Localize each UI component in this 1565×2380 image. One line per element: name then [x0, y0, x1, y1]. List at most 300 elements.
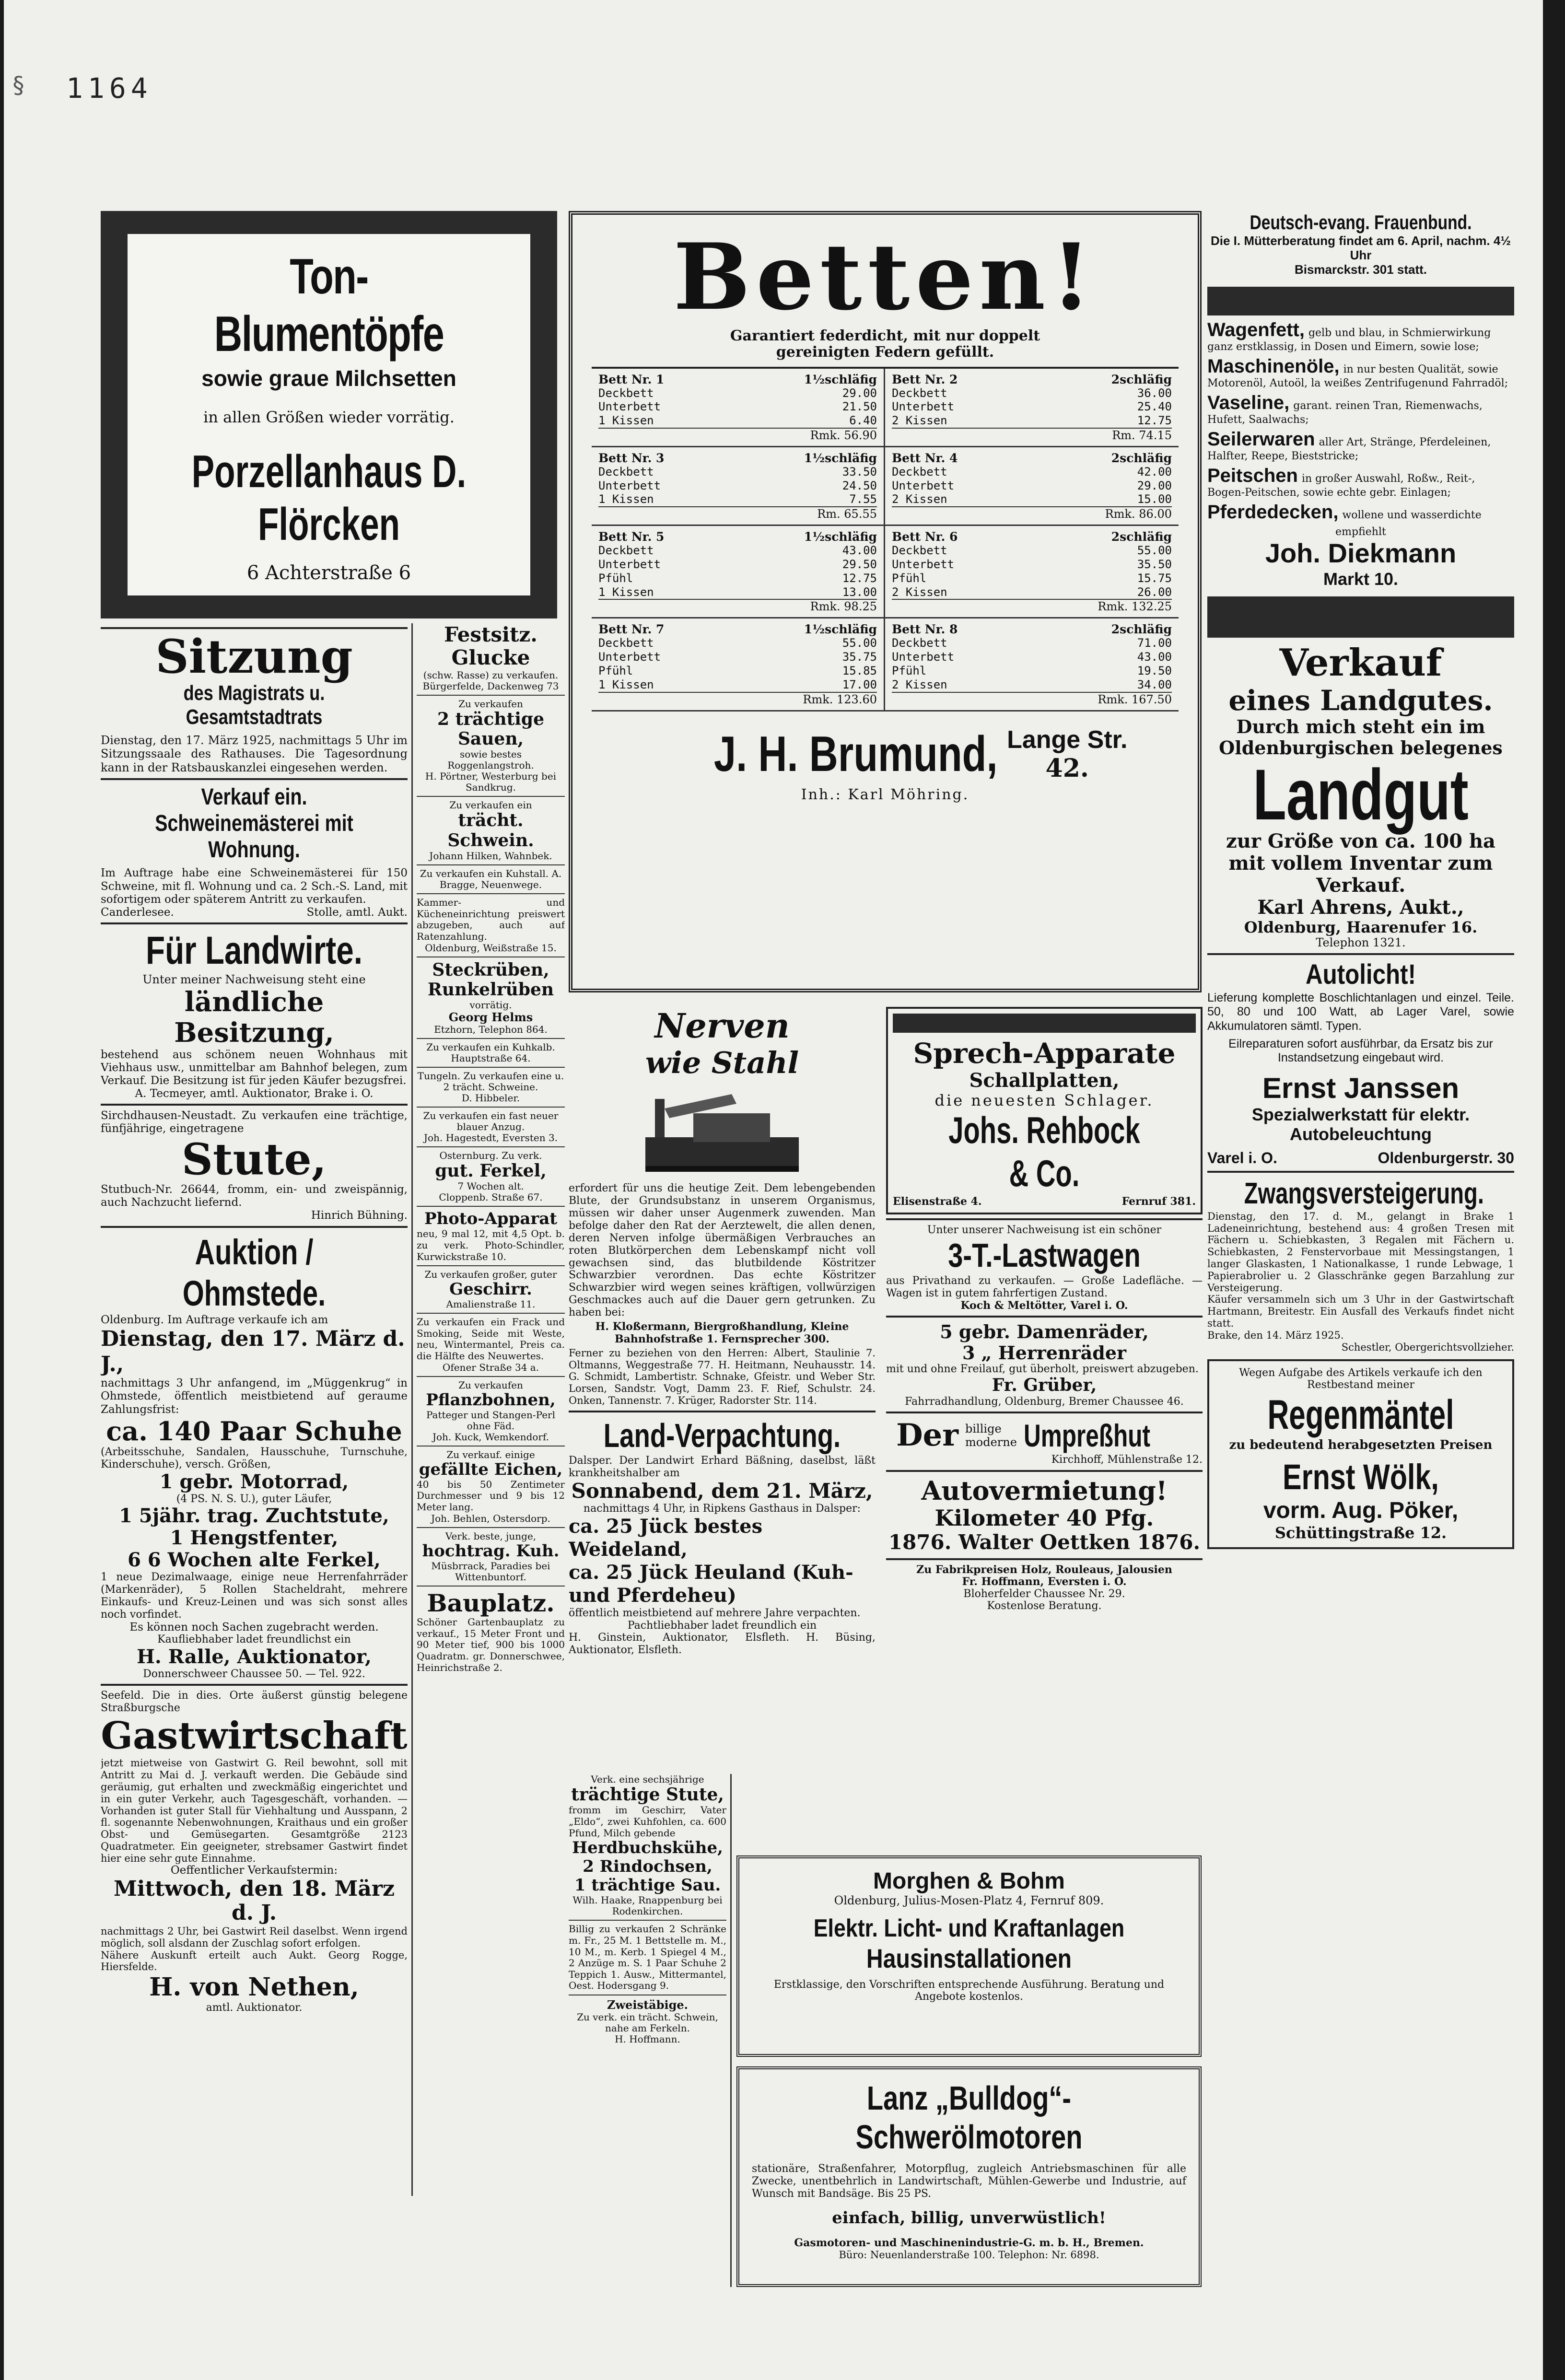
ad-morghen-bohm	[736, 1855, 1202, 2057]
bett-item: 2 Kissen	[892, 585, 947, 599]
woelk-firm2: vorm. Aug. Pöker,	[1263, 1498, 1459, 1524]
bett-price: 35.75	[842, 650, 877, 664]
bett-name: Bett Nr. 3	[598, 451, 665, 465]
autolicht-text2: Eilreparaturen sofort ausführbar, da Ersatz bis zur Instandsetzung eingebaut wird.	[1228, 1037, 1493, 1065]
bett-row	[598, 636, 877, 650]
bohnen-text: Patteger und Stangen-Perl ohne Fäd.	[426, 1409, 556, 1432]
bauplatz-title: Bauplatz.	[427, 1588, 555, 1617]
bett-price: 24.50	[842, 478, 877, 492]
bett-price: 12.75	[1137, 414, 1172, 428]
bett-row	[598, 386, 877, 400]
gastwirtschaft-text2: nachmittags 2 Uhr, bei Gastwirt Reil daselbst. Wenn irgend möglich, soll alsdann der Zuschlag sofort erfolgen.	[101, 1925, 408, 1949]
tungeln-text: Tungeln. Zu verkaufen eine u. 2 trächt. Schweine.	[417, 1070, 564, 1093]
zweiteilige-title: Zweistäbige.	[607, 1998, 689, 2012]
stute-title: Stute,	[181, 1133, 327, 1185]
ad-firm: Porzellanhaus D. Flörcken	[191, 445, 467, 550]
bett-item: Pfühl	[598, 571, 633, 585]
schweinemaesterei-text: Im Auftrage habe eine Schweinemästerei für 150 Schweine, mit fl. Wohnung und ca. 2 Sch.-S. Land, mit sofortigem oder späterem Antritt zu verkaufen.	[101, 867, 408, 906]
sign-left: Canderlesee.	[101, 906, 174, 919]
auktion-text1: nachmittags 3 Uhr anfangend, im „Müggenkrug“ in Ohmstede, öffentlich meistbietend auf geraume Zahlungsfrist:	[101, 1377, 408, 1416]
landverpachtung-item2: ca. 25 Jück Heuland (Kuh- und Pferdeheu)	[569, 1561, 853, 1607]
fabrik-sign2: Bloherfelder Chaussee Nr. 29.	[963, 1588, 1125, 1600]
bett-item: 2 Kissen	[892, 414, 947, 428]
frauenbund-title: Deutsch-evang. Frauenbund.	[1250, 211, 1472, 233]
column-center-left	[569, 1007, 876, 1884]
auktion-item4: 6 6 Wochen alte Ferkel,	[128, 1549, 381, 1572]
bett-type: 1½schläfig	[804, 451, 877, 465]
bett-row	[598, 465, 877, 479]
landgut-sub: eines Landgutes.	[1228, 684, 1493, 717]
bett-row	[892, 492, 1172, 506]
sitzung-title: Sitzung	[155, 630, 353, 684]
bett-head	[598, 451, 877, 465]
bett-row	[892, 386, 1172, 400]
autolicht-title: Autolicht!	[1305, 959, 1416, 991]
gastwirtschaft-text: jetzt mietweise von Gastwirt G. Reil bewohnt, soll mit Antritt zu Mai d. J. verkauft werden. Die Gebäude sind geräumig, gut erhalten und zweckmäßig eingerichtet und in ein guter Verkehr, auch Tagesgeschäft, vorhanden. — Vorhanden ist guter Stall für Viehhaltung und Ausspann, 2 fl. sogenannte Nebenwohnungen, Kraithaus und ein großer Obst- und Gemüsegarten. Gesamtgröße 2123 Quadratmeter. Ein geeigneter, strebsamer Gastwirt findet hier eine sehr gute Einnahme.	[101, 1757, 408, 1864]
stute-text: Stutbuch-Nr. 26644, fromm, ein- und zweispännig, auch Nachzucht liefernd.	[101, 1183, 408, 1209]
bett-set	[592, 369, 885, 447]
betten-firm: J. H. Brumund,	[713, 726, 998, 782]
photo-text: neu, 9 mal 12, mit 4,5 Opt. b. zu verk. Photo-Schindler, Kurwickstraße 10.	[417, 1228, 565, 1262]
landverpachtung-text3: öffentlich meistbietend auf mehrere Jahre verpachten.	[569, 1607, 861, 1619]
bett-head	[598, 373, 877, 386]
woelk-firm: Ernst Wölk,	[1283, 1457, 1439, 1497]
diekmann-item-desc: in großer Auswahl, Roßw., Reit-, Bogen-Peitschen, sowie echte gebr. Einlagen;	[1207, 472, 1475, 499]
kuhstall-text: Zu verkaufen ein Kuhstall. A. Bragge, Neuenwege.	[420, 868, 562, 891]
divider	[417, 1206, 565, 1207]
lanz-firm: Gasmotoren- und Maschinenindustrie-G. m. b. H., Bremen.	[794, 2236, 1144, 2249]
diekmann-item-name: Maschinenöle,	[1207, 355, 1340, 377]
bett-set	[592, 618, 885, 711]
frack-sign: Ofener Straße 34 a.	[442, 1361, 539, 1373]
gastwirtschaft-date: Mittwoch, den 18. März d. J.	[113, 1876, 395, 1925]
lanz-firm2: Büro: Neuenlanderstraße 100. Telephon: Nr. 6898.	[839, 2249, 1099, 2261]
stute2-title3: 2 Rindochsen,	[583, 1857, 712, 1877]
lastwagen-text: aus Privathand zu verkaufen. — Große Ladefläche. — Wagen ist in gutem fahrfertigen Zustand.	[886, 1274, 1203, 1299]
landgut-title: Verkauf	[1279, 641, 1442, 685]
lanz-title: Lanz „Bulldog“-Schwerölmotoren	[855, 2079, 1083, 2156]
corner-mark: §	[12, 72, 25, 99]
diekmann-item-desc: garant. reinen Tran, Riemenwachs, Hufett, Saalwachs;	[1207, 399, 1483, 426]
divider	[417, 1527, 565, 1528]
fabrik-text2: Kostenlose Beratung.	[987, 1600, 1102, 1612]
column-smalls	[411, 623, 565, 2196]
stute-sign: Hinrich Bühning.	[311, 1209, 408, 1222]
divider	[101, 1104, 408, 1106]
bett-price: 42.00	[1137, 465, 1172, 478]
diekmann-item	[1207, 319, 1514, 353]
stute2-sign: Wilh. Haake, Rnappenburg bei Rodenkirchen.	[572, 1894, 723, 1917]
bett-price: 17.00	[842, 677, 877, 691]
morghen-title: Morghen & Bohm	[873, 1868, 1065, 1894]
bett-item: Pfühl	[892, 664, 927, 678]
anzug-text: Zu verkaufen ein fast neuer blauer Anzug.	[423, 1109, 559, 1132]
betten-sub1: Garantiert federdicht, mit nur doppelt	[730, 327, 1040, 344]
bett-item: Deckbett	[598, 636, 654, 650]
bett-item: Unterbett	[892, 650, 955, 664]
bohnen-sign: Joh. Kuck, Wemkendorf.	[432, 1431, 549, 1443]
bett-price: 29.00	[842, 386, 877, 400]
tungeln-sign: D. Hibbeler.	[461, 1092, 520, 1104]
bett-name: Bett Nr. 7	[598, 622, 665, 637]
sprech-bar	[893, 1014, 1196, 1033]
bett-row	[892, 544, 1172, 558]
bett-item: Unterbett	[598, 650, 661, 664]
billig-text: Billig zu verkaufen 2 Schränke m. Fr., 25 M. 1 Bettstelle m. M., 10 M., m. Kerb. 1 Spiegel 4 M., 2 Anzüge m. S. 1 Paar Schuhe 2 Teppich 1. Ausw., Mittermantel, Oest. Hodersgang 9.	[569, 1923, 726, 1992]
bett-type: 2schläfig	[1111, 622, 1172, 637]
nerven-head	[569, 1007, 876, 1182]
bett-head	[892, 451, 1172, 465]
bett-set	[592, 447, 885, 526]
ad-betten	[569, 211, 1202, 992]
lastwagen-title: 3-T.-Lastwagen	[948, 1237, 1141, 1274]
bett-name: Bett Nr. 8	[892, 622, 958, 637]
raeder-addr: Fahrradhandlung, Oldenburg, Bremer Chaussee 46.	[905, 1395, 1184, 1408]
bett-row	[598, 414, 877, 428]
diekmann-item	[1207, 429, 1514, 462]
woelk-ad	[1207, 1359, 1514, 1549]
bett-total: Rmk. 123.60	[598, 692, 877, 706]
auktion-text4: Kaufliebhaber ladet freundlichst ein	[157, 1633, 351, 1646]
bett-item: 1 Kissen	[598, 492, 654, 506]
betten-title: Betten!	[673, 223, 1097, 330]
schwein-title: trächt. Schwein.	[447, 810, 534, 851]
stute2-text2: fromm im Geschirr, Vater „Eldo“, zwei Kuhfohlen, ca. 600 Pfund, Milch gebende	[569, 1804, 726, 1839]
stute2-title2: Herdbuchskühe,	[572, 1838, 723, 1858]
landgut-text2: zur Größe von ca. 100 ha mit vollem Inventar zum Verkauf.	[1226, 829, 1495, 897]
divider	[1207, 953, 1514, 955]
bett-price: 71.00	[1137, 636, 1172, 650]
geschirr-title: Geschirr.	[449, 1280, 532, 1299]
bett-total: Rmk. 86.00	[892, 506, 1172, 521]
ferkel-sign: Cloppenb. Straße 67.	[439, 1191, 543, 1203]
kammer-sign: Oldenburg, Weißstraße 15.	[425, 942, 557, 954]
woelk-title: Regenmäntel	[1267, 1391, 1454, 1438]
page-number: 1164	[66, 72, 152, 105]
bett-price: 25.40	[1137, 400, 1172, 414]
bett-type: 2schläfig	[1111, 530, 1172, 544]
nerven-title1: Nerven	[654, 1007, 790, 1046]
bett-name: Bett Nr. 6	[892, 530, 958, 544]
auktion-text2: 1 neue Dezimalwaage, einige neue Herrenfahrräder (Markenräder), 5 Rollen Stacheldraht, mehrere Einkaufs- und Kreuz-Leinen und was sich sonst alles noch vorfindet.	[101, 1571, 408, 1621]
divider	[1207, 1171, 1514, 1173]
sauen-intro: Zu verkaufen	[458, 698, 523, 710]
auktion-title: Auktion / Ohmstede.	[182, 1232, 326, 1313]
betten-street: Lange Str.	[1007, 725, 1128, 754]
bett-row	[598, 492, 877, 506]
landgut-tel: Telephon 1321.	[1316, 935, 1406, 949]
raeder-text: mit und ohne Freilauf, gut überholt, preiswert abzugeben.	[886, 1363, 1199, 1376]
bett-type: 2schläfig	[1111, 451, 1172, 465]
divider	[101, 922, 408, 924]
bett-price: 26.00	[1137, 585, 1172, 599]
autolicht-firm: Ernst Janssen	[1262, 1072, 1460, 1104]
sprech-sub2: die neuesten Schlager.	[934, 1091, 1154, 1109]
bett-row	[598, 650, 877, 664]
landverpachtung-text2: nachmittags 4 Uhr, in Ripkens Gasthaus in Dalsper:	[583, 1503, 861, 1515]
glucke-sign: Bürgerfelde, Dackenweg 73	[422, 680, 559, 692]
landverpachtung-date: Sonnabend, dem 21. März,	[571, 1479, 873, 1503]
bett-name: Bett Nr. 5	[598, 530, 665, 544]
bett-price: 55.00	[842, 636, 877, 650]
bett-total: Rmk. 98.25	[598, 599, 877, 613]
zweiteilige-text: Zu verk. ein trächt. Schwein, nahe am Ferkeln.	[577, 2011, 718, 2034]
frack-text: Zu verkaufen ein Frack und Smoking, Seide mit Weste, neu, Wintermantel, Preis ca. die Hälfte des Neuwertes.	[417, 1316, 565, 1362]
landgut-sign: Karl Ahrens, Aukt.,	[1257, 896, 1464, 919]
eichen-text: 40 bis 50 Zentimeter Durchmesser und 9 bis 12 Meter lang.	[417, 1478, 565, 1513]
zwangs-sign: Brake, den 14. März 1925.	[1207, 1329, 1344, 1341]
auktion-item1: 1 gebr. Motorrad,	[159, 1470, 349, 1493]
divider	[101, 1684, 408, 1686]
umpresshut-block	[886, 1417, 1203, 1454]
diekmann-addr: Markt 10.	[1323, 569, 1399, 589]
column-right	[1207, 211, 1514, 2129]
bett-item: Deckbett	[892, 465, 947, 478]
bett-price: 21.50	[842, 400, 877, 414]
bett-item: Deckbett	[892, 544, 947, 558]
bett-price: 43.00	[1137, 650, 1172, 664]
auktion-date: Dienstag, den 17. März d. J.,	[101, 1326, 405, 1377]
kuhkalb-text: Zu verkaufen ein Kuhkalb. Hauptstraße 64.	[426, 1041, 555, 1064]
bett-row	[892, 558, 1172, 572]
zweiteilige-sign: H. Hoffmann.	[615, 2033, 680, 2045]
geschirr-sign: Amalienstraße 11.	[446, 1298, 536, 1310]
diekmann-item-desc: gelb und blau, in Schmierwirkung ganz erstklassig, in Dosen und Eimern, sowie lose;	[1207, 327, 1491, 353]
bett-item: 2 Kissen	[892, 492, 947, 506]
autolicht-addr-left: Varel i. O.	[1207, 1149, 1277, 1167]
bett-total: Rmk. 167.50	[892, 692, 1172, 706]
diekmann-item-desc: wollene und wasserdichte	[1342, 509, 1482, 521]
umpresshut-sign: Kirchhoff, Mühlenstraße 12.	[1051, 1453, 1203, 1466]
betten-owner: Inh.: Karl Möhring.	[801, 786, 969, 804]
bett-row	[892, 678, 1172, 692]
sprech-title: Sprech-Apparate	[913, 1037, 1176, 1070]
lastwagen-intro: Unter unserer Nachweisung ist ein schöner	[927, 1224, 1162, 1236]
autovermietung-line: Kilometer 40 Pfg.	[934, 1505, 1154, 1531]
divider	[417, 1038, 565, 1039]
gastwirtschaft-text3: Nähere Auskunft erteilt auch Aukt. Georg Rogge, Hiersfelde.	[101, 1949, 408, 1973]
eichen-title: gefällte Eichen,	[419, 1459, 563, 1479]
steckrueben-sign2: Etzhorn, Telephon 864.	[434, 1023, 548, 1035]
umpresshut-billige: billige	[965, 1422, 1002, 1435]
landverpachtung-sign: H. Ginstein, Auktionator, Elsfleth. H. Büsing, Auktionator, Elsfleth.	[569, 1631, 876, 1656]
bett-item: Pfühl	[598, 664, 633, 678]
bett-price: 7.55	[849, 492, 877, 506]
bett-price: 33.50	[842, 465, 877, 478]
stute2-title: trächtige Stute,	[571, 1785, 724, 1805]
ferkel-intro: Osternburg. Zu verk.	[439, 1149, 542, 1161]
steckrueben-text: vorrätig.	[469, 999, 512, 1011]
bett-row	[598, 558, 877, 572]
kuh-text: Verk. beste, junge,	[445, 1530, 537, 1542]
auktion-text3: Es können noch Sachen zugebracht werden.	[129, 1621, 379, 1633]
ad-title: Ton-Blumentöpfe	[214, 249, 444, 362]
gastwirtschaft-termin: Oeffentlicher Verkaufstermin:	[170, 1864, 338, 1877]
strength-illustration-icon	[636, 1080, 808, 1180]
zwangs-title: Zwangsversteigerung.	[1244, 1177, 1484, 1210]
ad-ton-inner	[128, 234, 530, 595]
bett-item: Unterbett	[892, 558, 955, 572]
bett-total: Rmk. 56.90	[598, 428, 877, 442]
bett-row	[892, 400, 1172, 414]
kuh-title: hochtrag. Kuh.	[422, 1541, 560, 1561]
bett-type: 2schläfig	[1111, 372, 1172, 386]
bett-item: Deckbett	[892, 636, 947, 650]
divider	[417, 1265, 565, 1266]
diekmann-item	[1207, 502, 1514, 523]
autolicht-addr	[1207, 1149, 1514, 1167]
bett-item: 1 Kissen	[598, 677, 654, 691]
umpresshut-title: Umpreßhut	[1023, 1417, 1150, 1453]
bett-total: Rmk. 132.25	[892, 599, 1172, 613]
bett-head	[892, 373, 1172, 386]
bett-item: Unterbett	[598, 400, 661, 414]
autolicht-text: Lieferung komplette Boschlichtanlagen und einzel. Teile. 50, 80 und 100 Watt, ab Lager Varel, sowie Akkumulatoren sämtl. Typen.	[1207, 991, 1514, 1033]
kuh-sign: Müsbrrack, Paradies bei Wittenbuntorf.	[431, 1560, 550, 1583]
bett-item: Unterbett	[892, 478, 955, 492]
woelk-sub: zu bedeutend herabgesetzten Preisen	[1229, 1438, 1493, 1453]
glucke-title: Festsitz. Glucke	[444, 623, 537, 670]
lastwagen-sign: Koch & Meltötter, Varel i. O.	[960, 1299, 1128, 1312]
landwirte-title: Für Landwirte.	[146, 928, 362, 972]
divider	[417, 796, 565, 797]
bett-row	[892, 650, 1172, 664]
diekmann-list	[1207, 319, 1514, 523]
divider	[569, 1920, 726, 1921]
auktion-item2: 1 5jähr. trag. Zuchtstute,	[119, 1505, 389, 1528]
bett-row	[598, 678, 877, 692]
ad-lanz-bulldog	[736, 2066, 1202, 2287]
landgut-sign2: Oldenburg, Haarenufer 16.	[1244, 918, 1478, 936]
newspaper-page	[4, 0, 1543, 2380]
eichen-intro: Zu verkauf. einige	[446, 1448, 535, 1460]
morghen-addr: Oldenburg, Julius-Mosen-Platz 4, Fernruf 809.	[834, 1894, 1104, 1908]
sitzung-text: Dienstag, den 17. März 1925, nachmittags 5 Uhr im Sitzungssaale des Rathauses. Die Tagesordnung kann in der Ratsbauskanzlei eingesehen werden.	[101, 733, 408, 774]
woelk-intro: Wegen Aufgabe des Artikels verkaufe ich den Restbestand meiner	[1239, 1366, 1483, 1391]
gastwirtschaft-sign2: amtl. Auktionator.	[206, 2001, 303, 2014]
landwirte-headline: ländliche Besitzung,	[174, 986, 334, 1049]
ad-text: in allen Größen wieder vorrätig.	[203, 408, 455, 427]
auktion-schuhe-desc: (Arbeitsschuhe, Sandalen, Hausschuhe, Turnschuhe, Kinderschuhe), versch. Größen,	[101, 1446, 408, 1470]
divider-bar	[1207, 287, 1514, 315]
morghen-text: Erstklassige, den Vorschriften entsprechende Ausführung. Beratung und Angebote kostenlos.	[773, 1978, 1165, 2003]
auktion-schuhe: ca. 140 Paar Schuhe	[106, 1415, 402, 1447]
auktion-sign: H. Ralle, Auktionator,	[137, 1645, 372, 1668]
raeder-firm: Fr. Grüber,	[992, 1375, 1097, 1396]
ad-ton-blumentoepfe	[101, 211, 557, 618]
bett-item: Deckbett	[598, 544, 654, 558]
diekmann-item-desc: aller Art, Stränge, Pferdeleinen, Halfter, Reepe, Bieststricke;	[1207, 436, 1491, 462]
stute2-title4: 1 trächtige Sau.	[574, 1876, 721, 1895]
gastwirtschaft-intro: Seefeld. Die in dies. Orte äußerst günstig belegene Straßburgsche	[101, 1689, 408, 1714]
glucke-text: (schw. Rasse) zu verkaufen.	[423, 669, 559, 681]
divider	[417, 695, 565, 696]
sauen-sign: H. Pörtner, Westerburg bei Sandkrug.	[425, 770, 557, 793]
betten-firm-block	[592, 726, 1179, 783]
column-left	[101, 623, 408, 2196]
bett-item: Deckbett	[892, 386, 947, 400]
divider	[417, 1107, 565, 1108]
nerven-text: erfordert für uns die heutige Zeit. Dem lebengebenden Blute, der Grundsubstanz in unserem Organismus, müssen wir daher unser Augenmerk zuwenden. Man befolge daher den Rat der Aerztewelt, die allen denen, deren Nerven infolge übermäßigen Verbrauches an roten Blutkörperchen dem Lebenskampf nicht voll gewachsen sind, das blutbildende Köstritzer Schwarzbier verordnen. Das echte Köstritzer Schwarzbier wird wegen seines kräftigen, vollwürzigen Geschmackes auch auf die Dauer gern getrunken. Zu haben bei:	[569, 1182, 876, 1319]
schweinemaesterei-title: Verkauf ein. Schweinemästerei mit Wohnung.	[155, 784, 353, 863]
diekmann-item	[1207, 465, 1514, 499]
bett-type: 1½schläfig	[804, 530, 877, 544]
bett-row	[892, 465, 1172, 479]
landverpachtung-title: Land-Verpachtung.	[603, 1416, 841, 1454]
divider	[886, 1558, 1203, 1560]
stute-intro: Sirchdhausen-Neustadt. Zu verkaufen eine trächtige, fünfjährige, eingetragene	[101, 1109, 408, 1135]
zwangs-text2: Käufer versammeln sich um 3 Uhr in der Gastwirtschaft Hartmann, Breitestr. Ein Ausfall des Verkaufs findet nicht statt.	[1207, 1294, 1514, 1329]
bauplatz-text: Schöner Gartenbauplatz zu verkauf., 15 Meter Front und 90 Meter tief, 900 bis 1000 Quadratm. gr. Donnerschwee, Heinrichstraße 2.	[417, 1616, 565, 1673]
autovermietung-title: Autovermietung!	[921, 1475, 1168, 1506]
autolicht-addr-right: Oldenburgerstr. 30	[1378, 1149, 1514, 1167]
sprech-addr-left: Elisenstraße 4.	[893, 1195, 982, 1208]
bett-price: 36.00	[1137, 386, 1172, 400]
bett-row	[892, 664, 1172, 678]
bett-row	[892, 572, 1172, 585]
frauenbund-text: Die I. Mütterberatung findet am 6. April, nachm. 4½ Uhr	[1210, 233, 1511, 263]
auktion-item1-desc: (4 PS. N. S. U.), guter Läufer,	[176, 1493, 332, 1505]
raeder-line2: 3 „ Herrenräder	[962, 1342, 1127, 1364]
bett-total: Rm. 65.55	[598, 506, 877, 521]
divider	[417, 1446, 565, 1447]
bett-price: 15.85	[842, 664, 877, 678]
bett-item: 2 Kissen	[892, 677, 947, 691]
fabrik-sign: Fr. Hoffmann, Eversten i. O.	[962, 1575, 1127, 1588]
bett-item: Pfühl	[892, 571, 927, 585]
bett-item: Unterbett	[598, 478, 661, 492]
divider	[417, 1067, 565, 1068]
divider	[886, 1412, 1203, 1413]
bett-set	[885, 526, 1179, 618]
schweinemaesterei-sign	[101, 906, 408, 919]
sprech-sub: Schallplatten,	[969, 1069, 1120, 1092]
divider-bar	[1207, 596, 1514, 638]
eichen-sign: Joh. Behlen, Ostersdorp.	[431, 1512, 550, 1524]
divider	[417, 893, 565, 894]
sprech-addr	[893, 1195, 1196, 1208]
raeder-line1: 5 gebr. Damenräder,	[940, 1320, 1149, 1342]
steckrueben-sign: Georg Helms	[448, 1010, 533, 1025]
bett-set	[885, 618, 1179, 711]
bohnen-title: Pflanzbohnen,	[426, 1390, 556, 1410]
bett-price: 29.00	[1137, 478, 1172, 492]
auktion-item3: 1 Hengstfenter,	[170, 1527, 339, 1550]
morghen-line2: Hausinstallationen	[866, 1943, 1072, 1973]
diekmann-item	[1207, 356, 1514, 389]
auktion-intro: Oldenburg. Im Auftrage verkaufe ich am	[101, 1313, 328, 1326]
ferkel-title: gut. Ferkel,	[435, 1160, 547, 1181]
landverpachtung-item1: ca. 25 Jück bestes Weideland,	[569, 1515, 763, 1561]
autovermietung-line2: 1876. Walter Oettken 1876.	[888, 1530, 1201, 1554]
bett-row	[892, 479, 1172, 493]
bett-set	[592, 526, 885, 618]
nerven-dealers: H. Kloßermann, Biergroßhandlung, Kleine Bahnhofstraße 1. Fernsprecher 300.	[595, 1320, 849, 1345]
nerven-more: Ferner zu beziehen von den Herren: Albert, Staulinie 7. Oltmanns, Weggestraße 77. H. Heitmann, Neuhausstr. 14. G. Schmidt, Lambertistr. Schnake, Gfeistr. und Weber Str. Lorsen, Sandstr. Vogt, Damm 23. F. Rief, Schulstr. 24. Onken, Tannenstr. 7. Krüger, Radorster Str. 114.	[569, 1347, 876, 1406]
landverpachtung-text4: Pachtliebhaber ladet freundlich ein	[627, 1619, 817, 1632]
bett-row	[892, 585, 1172, 599]
ad-subtitle: sowie graue Milchsetten	[201, 366, 456, 391]
geschirr-text: Zu verkaufen großer, guter	[424, 1269, 557, 1281]
bett-head	[892, 622, 1172, 636]
bett-set	[885, 369, 1179, 447]
anzug-sign: Joh. Hagestedt, Eversten 3.	[423, 1132, 558, 1143]
bett-head	[598, 622, 877, 636]
bett-price: 29.50	[842, 558, 877, 572]
divider	[101, 1226, 408, 1228]
diekmann-firm: Joh. Diekmann	[1265, 538, 1457, 569]
zwangs-sign2: Schestler, Obergerichtsvollzieher.	[1341, 1341, 1514, 1353]
